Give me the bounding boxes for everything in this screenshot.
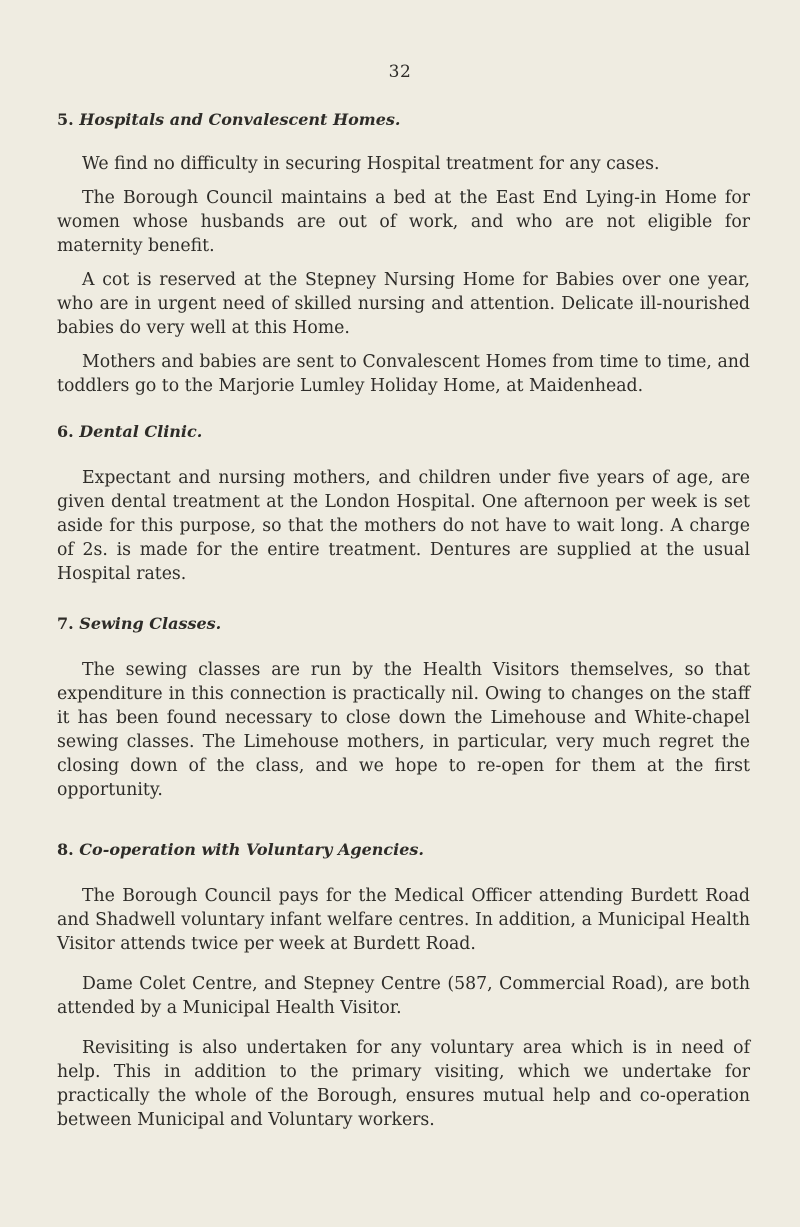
section-sewing-classes <box>57 614 750 802</box>
paragraph: The Borough Council pays for the Medical Officer attending Burdett Road and Shadwell voluntary infant welfare centres. In addition, a Municipal Health Visitor attends twice per week at Burdett Road. <box>57 886 750 954</box>
paragraph: We find no difficulty in securing Hospital treatment for any cases. <box>82 154 660 174</box>
page-number: 32 <box>388 62 412 82</box>
paragraph: The sewing classes are run by the Health Visitors themselves, so that expenditure in this connection is practically nil. Owing to changes on the staff it has been found necessary to close down the Limehouse and White-chapel sewing classes. The Limehouse mothers, in particular, very much regret the closing down of the class, and we hope to re-open for them at the first opportunity. <box>57 660 750 800</box>
section-hospitals <box>57 110 750 408</box>
section-number: 8. <box>57 840 74 859</box>
section-dental-clinic <box>57 422 750 586</box>
paragraph: Dame Colet Centre, and Stepney Centre (587, Commercial Road), are both attended by a Municipal Health Visitor. <box>57 974 750 1018</box>
paragraph: Expectant and nursing mothers, and children under five years of age, are given dental treatment at the London Hospital. One afternoon per week is set aside for this purpose, so that the mothers do not have to wait long. A charge of 2s. is made for the entire treatment. Dentures are supplied at the usual Hospital rates. <box>57 468 750 584</box>
section-number: 7. <box>57 614 74 633</box>
paragraph: The Borough Council maintains a bed at the East End Lying-in Home for women whose husbands are out of work, and who are not eligible for maternity benefit. <box>57 188 750 256</box>
section-title: Sewing Classes. <box>79 614 222 633</box>
section-heading <box>57 110 750 130</box>
section-heading <box>57 840 750 860</box>
paragraph: Mothers and babies are sent to Convalescent Homes from time to time, and toddlers go to the Marjorie Lumley Holiday Home, at Maidenhead. <box>57 352 750 396</box>
section-heading <box>57 422 750 442</box>
section-title: Hospitals and Convalescent Homes. <box>79 110 401 129</box>
paragraph: A cot is reserved at the Stepney Nursing Home for Babies over one year, who are in urgent need of skilled nursing and attention. Delicate ill-nourished babies do very well at this Home. <box>57 270 750 338</box>
section-number: 6. <box>57 422 74 441</box>
section-number: 5. <box>57 110 74 129</box>
paragraph: Revisiting is also undertaken for any voluntary area which is in need of help. This in addition to the primary visiting, which we undertake for practically the whole of the Borough, ensures mutual help and co-operation between Municipal and Voluntary workers. <box>57 1038 750 1130</box>
section-heading <box>57 614 750 634</box>
section-title: Dental Clinic. <box>79 422 203 441</box>
section-title: Co-operation with Voluntary Agencies. <box>79 840 424 859</box>
section-voluntary-agencies <box>57 840 750 1148</box>
